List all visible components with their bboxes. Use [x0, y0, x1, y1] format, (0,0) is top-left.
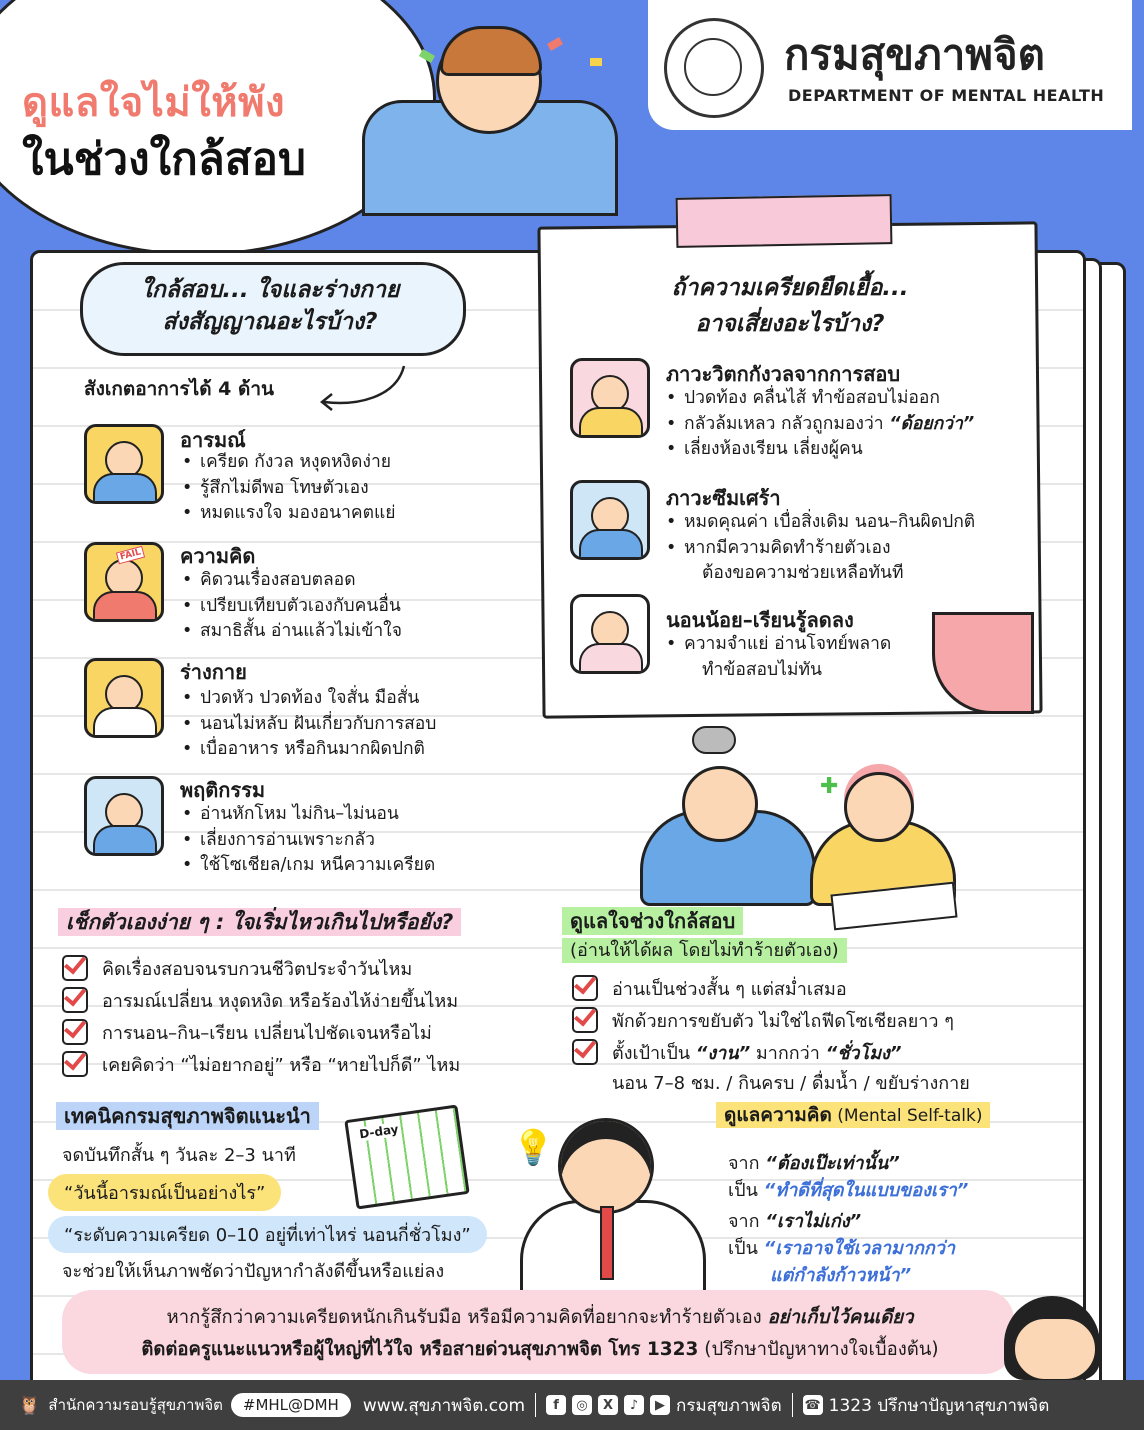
list-item: • ปวดหัว ปวดท้อง ใจสั่น มือสั่น	[182, 686, 436, 712]
risk-list-anxiety	[666, 386, 974, 463]
selfcheck-heading-text: เช็กตัวเองง่าย ๆ : ใจเริ่มไหวเกินไปหรือยัง?	[58, 908, 461, 936]
signals-heading-line1: ใกล้สอบ... ใจและร่างกาย	[140, 277, 400, 303]
checklist-text: อารมณ์เปลี่ยน หงุดหงิด หรือร้องไห้ง่ายขึ้นไหม	[102, 990, 459, 1012]
checklist-item	[62, 1048, 460, 1080]
fail-label: FAIL	[116, 546, 145, 565]
signals-heading	[90, 274, 450, 338]
footer-website-link[interactable]: www.สุขภาพจิต.com	[362, 1395, 526, 1416]
footer-divider	[792, 1393, 793, 1417]
technique-title: เทคนิคกรมสุขภาพจิตแนะนำ	[56, 1102, 319, 1130]
care-habits: นอน 7–8 ชม. / กินครบ / ดื่มน้ำ / ขยับร่างกาย	[612, 1073, 970, 1094]
checklist-item	[62, 984, 460, 1016]
list-item: • ใช้โซเชียล/เกม หนีความเครียด	[182, 853, 435, 879]
body-icon	[84, 658, 164, 738]
group-list-behavior	[182, 802, 435, 879]
selfcheck-list	[62, 952, 460, 1080]
footer-tag: #MHL@DMH	[231, 1393, 351, 1417]
checklist-text	[612, 1038, 901, 1067]
care-subtitle: (อ่านให้ได้ผล โดยไม่ทำร้ายตัวเอง)	[562, 938, 847, 963]
depression-icon	[570, 480, 650, 560]
selftalk-title-en: (Mental Self-talk)	[831, 1106, 983, 1126]
emotion-icon	[84, 424, 164, 504]
observe-label: สังเกตอาการได้ 4 ด้าน	[84, 378, 275, 400]
group-title-body: ร่างกาย	[180, 660, 247, 684]
list-item: • หากมีความคิดทำร้ายตัวเอง	[666, 536, 975, 562]
group-title-behavior: พฤติกรรม	[180, 778, 266, 802]
group-title-emotion: อารมณ์	[180, 428, 246, 452]
callout-line2-emphasis: ติดต่อครูแนะแนวหรือผู้ใหญ่ที่ไว้ใจ หรือสายด่วนสุขภาพจิต โทร 1323	[141, 1339, 699, 1360]
checklist-text: การนอน–กิน–เรียน เปลี่ยนไปชัดเจนหรือไม่	[102, 1022, 432, 1044]
question-pill: “วันนี้อารมณ์เป็นอย่างไร”	[48, 1174, 281, 1211]
risk-list-depression	[666, 510, 975, 587]
selftalk-title-th: ดูแลความคิด	[724, 1104, 832, 1126]
student-illustration-hair	[440, 26, 542, 76]
checklist-item	[572, 1036, 970, 1068]
list-item	[666, 412, 974, 438]
list-item: • หมดคุณค่า เบื่อสิ่งเดิม นอน–กินผิดปกติ	[666, 510, 975, 536]
to-text: แต่กำลังก้าวหน้า”	[770, 1265, 912, 1286]
footer-divider	[535, 1393, 536, 1417]
care-heading	[562, 906, 847, 966]
checkbox-checked-icon	[572, 1007, 598, 1033]
group-list-emotion	[182, 450, 396, 527]
org-name-thai: กรมสุขภาพจิต	[784, 30, 1045, 79]
list-item: • เลี่ยงห้องเรียน เลี่ยงผู้คน	[666, 437, 974, 463]
curved-arrow-icon	[316, 362, 408, 412]
selfcheck-heading	[58, 906, 461, 939]
selftalk-to2-cont	[728, 1262, 968, 1289]
checkbox-checked-icon	[62, 955, 88, 981]
care-list	[572, 972, 970, 1097]
phone-icon: ☎	[803, 1395, 823, 1415]
footer-bar	[0, 1380, 1144, 1430]
facebook-icon[interactable]: f	[546, 1395, 566, 1415]
youtube-icon[interactable]: ▶	[650, 1395, 670, 1415]
list-item-emphasis: “ด้อยกว่า”	[889, 413, 975, 434]
from-label: จาก	[728, 1211, 766, 1232]
behavior-icon	[84, 776, 164, 856]
risk-heading	[560, 270, 1020, 342]
checklist-item	[62, 952, 460, 984]
checkbox-checked-icon	[62, 987, 88, 1013]
selftalk-list	[728, 1150, 968, 1289]
selftalk-from1	[728, 1150, 968, 1177]
instagram-icon[interactable]: ◎	[572, 1395, 592, 1415]
callout-line1: หากรู้สึกว่าความเครียดหนักเกินรับมือ หรือมีความคิดที่อยากจะทำร้ายตัวเอง	[166, 1307, 768, 1328]
list-item: • เครียด กังวล หงุดหงิดง่าย	[182, 450, 396, 476]
org-name-english: DEPARTMENT OF MENTAL HEALTH	[788, 86, 1105, 105]
tiktok-icon[interactable]: ♪	[624, 1395, 644, 1415]
owl-logo-icon: 🦉	[18, 1394, 41, 1416]
page-title-line2: ในช่วงใกล้สอบ	[22, 134, 306, 185]
footer-office: สำนักความรอบรู้สุขภาพจิต	[48, 1396, 223, 1414]
from-text: “ต้องเป๊ะเท่านั้น”	[765, 1153, 900, 1174]
selftalk-title	[716, 1102, 990, 1128]
care-goal-mid: มากกว่า	[750, 1042, 826, 1064]
from-label: จาก	[728, 1153, 766, 1174]
technique-question1	[48, 1174, 281, 1211]
group-list-body	[182, 686, 436, 763]
to-label: เป็น	[728, 1238, 764, 1259]
checkbox-checked-icon	[572, 1039, 598, 1065]
hotline-callout-text	[80, 1302, 1000, 1366]
to-text: “เราอาจใช้เวลามากกว่า	[763, 1238, 955, 1259]
footer-hotline[interactable]: 1323 ปรึกษาปัญหาสุขภาพจิต	[828, 1395, 1050, 1416]
selftalk-heading	[716, 1100, 990, 1130]
list-item: • ปวดท้อง คลื่นไส้ ทำข้อสอบไม่ออก	[666, 386, 974, 412]
list-item: • สมาธิสั้น อ่านแล้วไม่เข้าใจ	[182, 619, 402, 645]
risk-title-sleep: นอนน้อย–เรียนรู้ลดลง	[666, 608, 854, 632]
checklist-item	[572, 1004, 970, 1036]
list-item: ต้องขอความช่วยเหลือทันที	[702, 563, 904, 583]
thinking-student-head	[844, 772, 914, 842]
anxiety-icon	[570, 358, 650, 438]
stress-cloud-icon	[692, 726, 736, 754]
signals-heading-line2: ส่งสัญญาณอะไรบ้าง?	[162, 309, 378, 335]
footer-social-name[interactable]: กรมสุขภาพจิต	[676, 1395, 782, 1416]
to-text: “ทำดีที่สุดในแบบของเรา”	[763, 1180, 969, 1201]
care-goal-em1: “งาน”	[695, 1042, 751, 1064]
risk-title-depression: ภาวะซึมเศร้า	[666, 486, 781, 510]
list-item: • อ่านหักโหม ไม่กิน–ไม่นอน	[182, 802, 435, 828]
ministry-seal-icon	[664, 18, 764, 118]
risk-title-anxiety: ภาวะวิตกกังวลจากการสอบ	[666, 362, 901, 386]
thought-icon	[84, 542, 164, 622]
stressed-student-head	[682, 766, 758, 842]
group-list-thought	[182, 568, 402, 645]
risk-heading-line2: อาจเสี่ยงอะไรบ้าง?	[695, 311, 885, 337]
checklist-text: พักด้วยการขยับตัว ไม่ใช่ไถฟีดโซเชียลยาว ๆ	[612, 1010, 954, 1032]
sleep-icon	[570, 594, 650, 674]
confetti-icon	[547, 37, 563, 51]
list-item: • รู้สึกไม่ดีพอ โทษตัวเอง	[182, 476, 396, 502]
technique-heading	[56, 1100, 319, 1132]
selftalk-to2	[728, 1235, 968, 1262]
callout-line1-emphasis: อย่าเก็บไว้คนเดียว	[767, 1307, 914, 1328]
mascot-face	[1012, 1316, 1098, 1382]
diary-icon	[344, 1105, 469, 1210]
list-item: • นอนไม่หลับ ฝันเกี่ยวกับการสอบ	[182, 712, 436, 738]
care-goal-pre: ตั้งเป้าเป็น	[612, 1042, 696, 1064]
technique-line1: จดบันทึกสั้น ๆ วันละ 2–3 นาที	[62, 1145, 296, 1166]
list-item: ทำข้อสอบไม่ทัน	[702, 659, 822, 680]
x-icon[interactable]: X	[598, 1395, 618, 1415]
list-item: • เลี่ยงการอ่านเพราะกลัว	[182, 828, 435, 854]
checkbox-checked-icon	[572, 975, 598, 1001]
group-title-thought: ความคิด	[180, 544, 256, 568]
page-title-line1: ดูแลใจไม่ให้พัง	[22, 80, 286, 126]
teacher-tie	[600, 1206, 614, 1280]
checklist-text: เคยคิดว่า “ไม่อยากอยู่” หรือ “หายไปก็ดี” ไหม	[102, 1054, 461, 1076]
care-goal-em2: “ชั่วโมง”	[825, 1042, 902, 1064]
note-tape	[676, 194, 893, 248]
technique-line2: จะช่วยให้เห็นภาพชัดว่าปัญหากำลังดีขึ้นหรือแย่ลง	[62, 1261, 445, 1282]
checklist-item	[62, 1016, 460, 1048]
from-text: “เราไม่เก่ง”	[765, 1211, 862, 1232]
list-item: • เบื่ออาหาร หรือกินมากผิดปกติ	[182, 737, 436, 763]
to-label: เป็น	[728, 1180, 764, 1201]
checklist-text: คิดเรื่องสอบจนรบกวนชีวิตประจำวันไหม	[102, 958, 413, 980]
care-title: ดูแลใจช่วงใกล้สอบ	[562, 907, 743, 935]
list-item: • ความจำแย่ อ่านโจทย์พลาด	[666, 632, 891, 658]
plus-sparkle-icon: ✚	[820, 774, 839, 799]
selftalk-from2	[728, 1208, 968, 1235]
risk-list-sleep	[666, 632, 891, 683]
diary-label: D-day	[358, 1122, 400, 1142]
checkbox-checked-icon	[62, 1051, 88, 1077]
question-pill: “ระดับความเครียด 0–10 อยู่ที่เท่าไหร่ นอนกี่ชั่วโมง”	[48, 1216, 487, 1253]
confetti-icon	[590, 58, 602, 66]
list-item: • คิดวนเรื่องสอบตลอด	[182, 568, 402, 594]
callout-line2: (ปรึกษาปัญหาทางใจเบื้องต้น)	[698, 1339, 939, 1360]
checklist-text: อ่านเป็นช่วงสั้น ๆ แต่สม่ำเสมอ	[612, 978, 847, 1000]
list-item: • เปรียบเทียบตัวเองกับคนอื่น	[182, 594, 402, 620]
technique-question2	[48, 1216, 487, 1253]
selftalk-to1	[728, 1177, 968, 1204]
checklist-item	[572, 972, 970, 1004]
list-item-text: กลัวล้มเหลว กลัวถูกมองว่า	[684, 413, 890, 434]
teacher-head	[558, 1118, 654, 1214]
risk-heading-line1: ถ้าความเครียดยืดเยื้อ...	[671, 275, 909, 301]
list-item: • หมดแรงใจ มองอนาคตแย่	[182, 501, 396, 527]
checkbox-checked-icon	[62, 1019, 88, 1045]
lightbulb-icon: 💡	[512, 1128, 555, 1168]
